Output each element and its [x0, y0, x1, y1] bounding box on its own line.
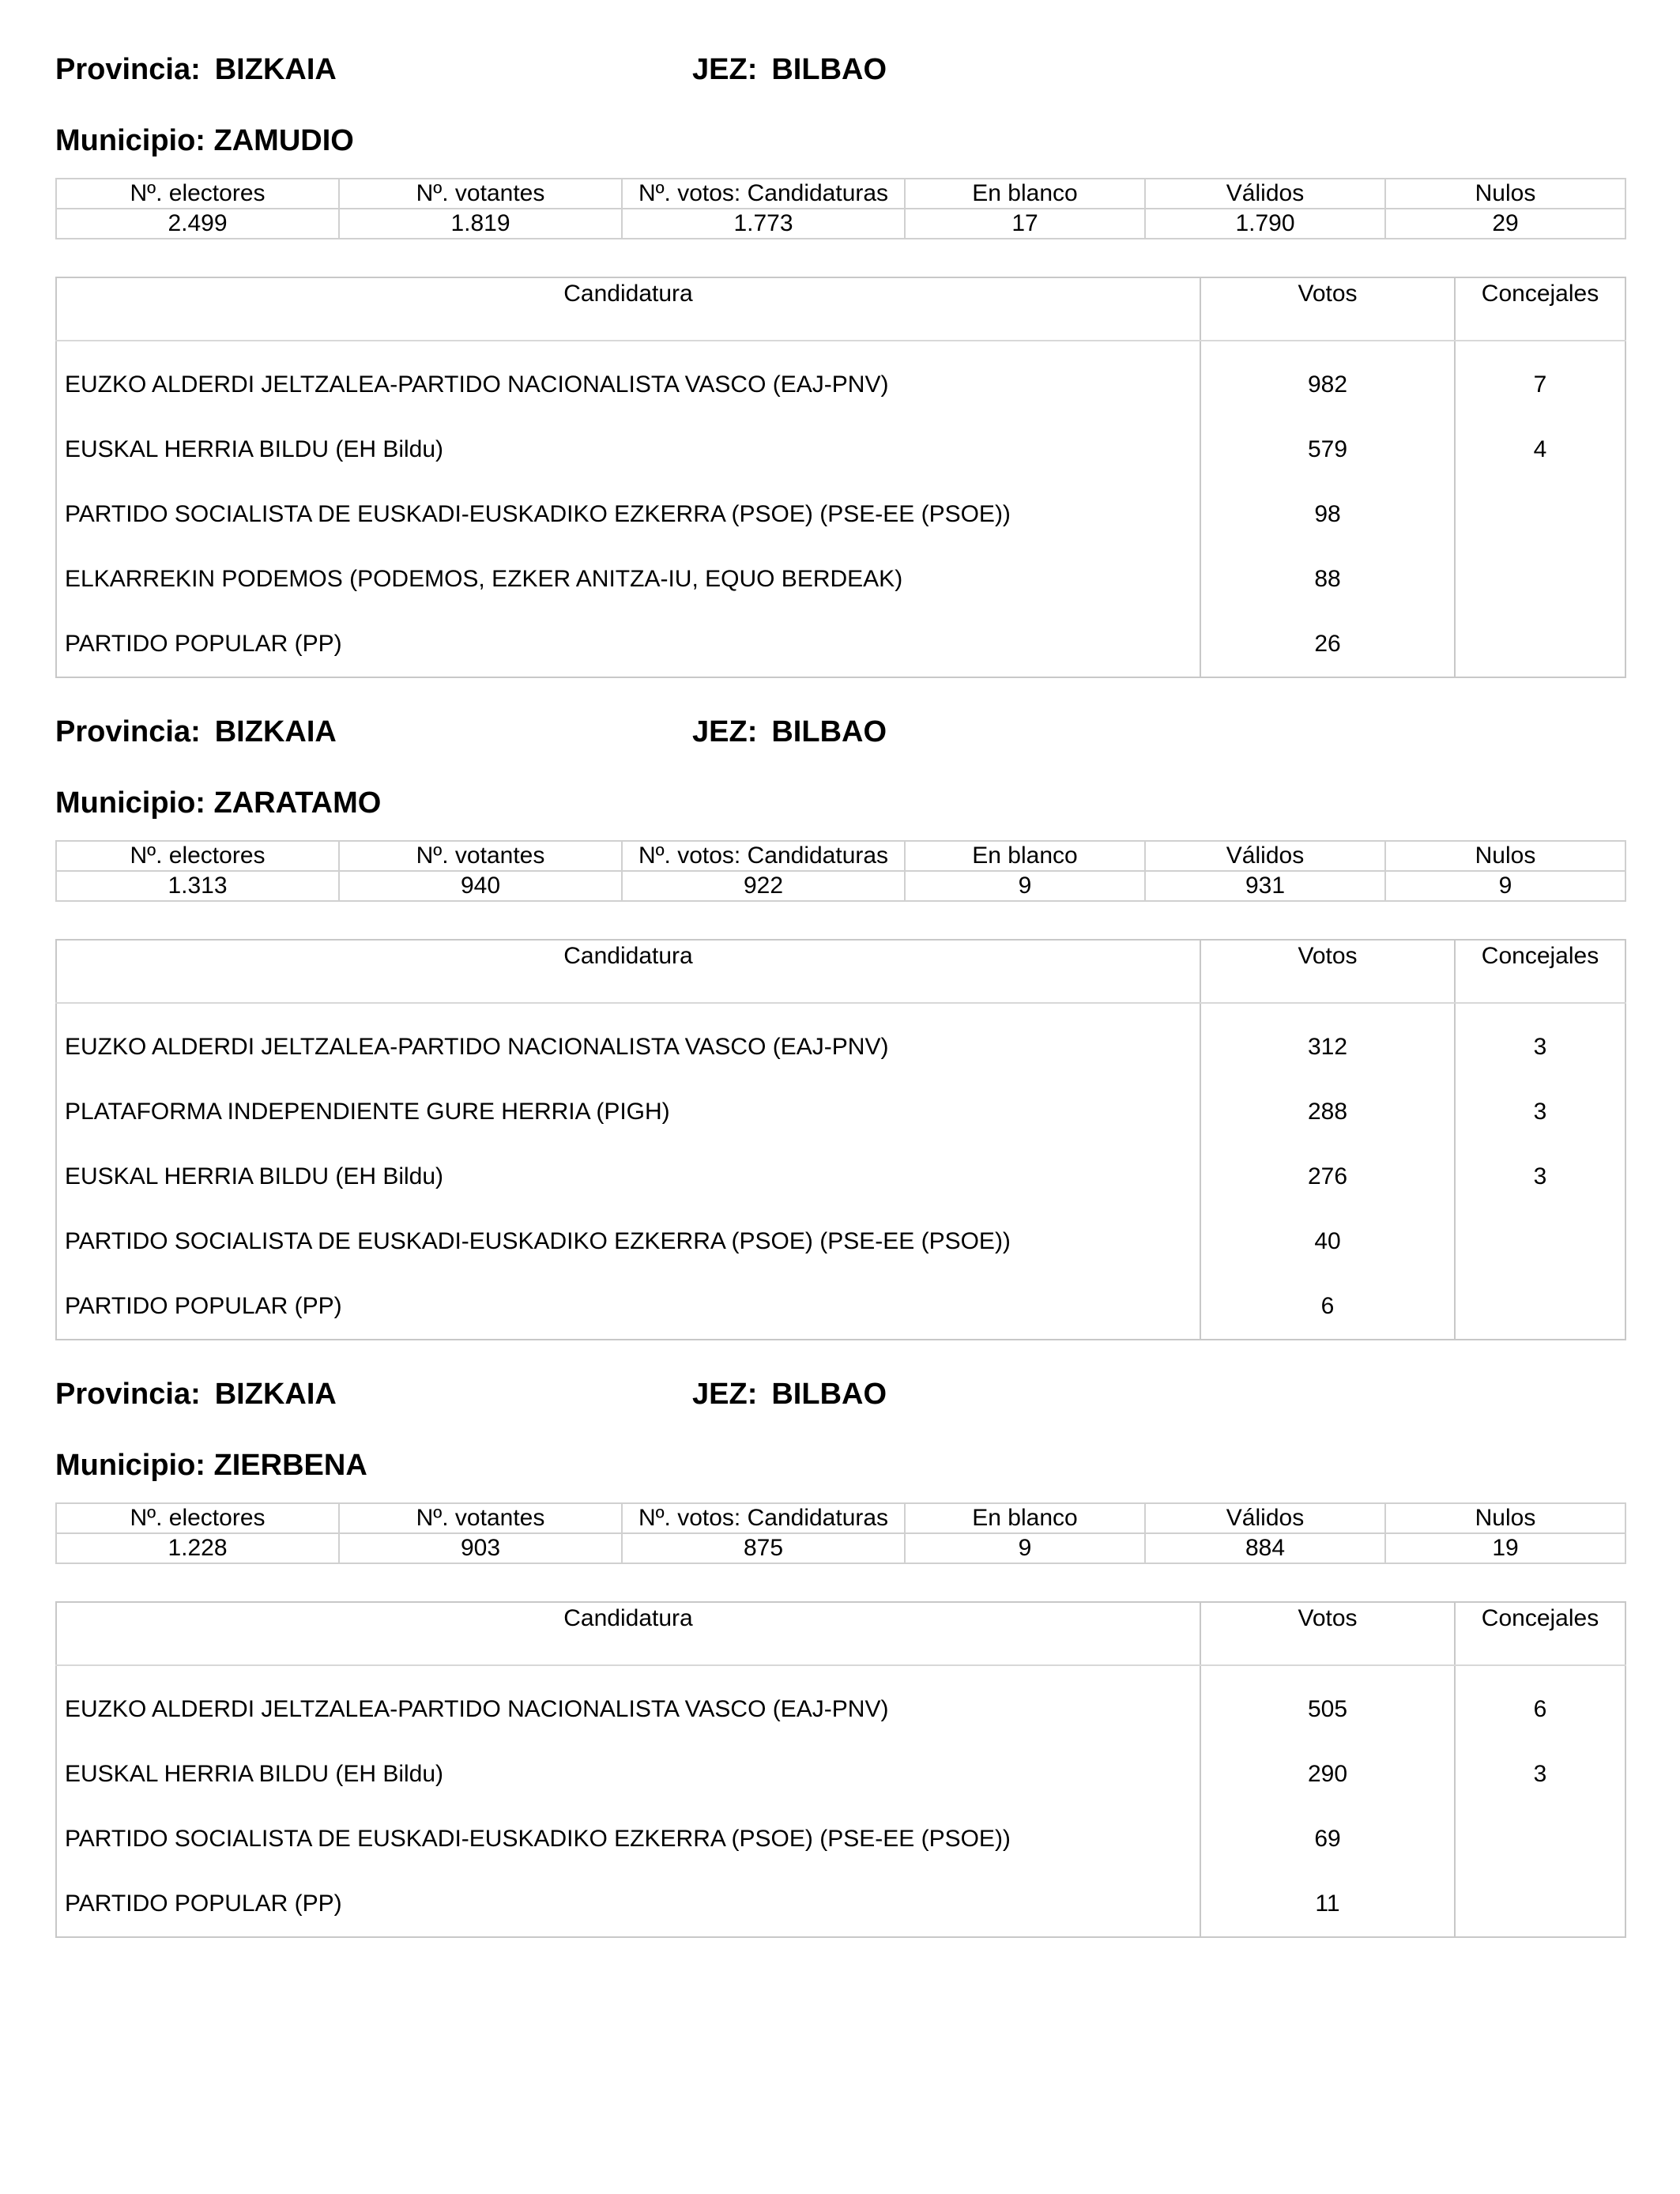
summary-value-cell: 17: [905, 209, 1145, 239]
summary-header-cell: En blanco: [905, 179, 1145, 209]
candidate-seats: [1455, 482, 1625, 547]
municipio-heading: [55, 1443, 367, 1487]
municipio-label: Municipio:: [55, 1449, 205, 1482]
table-row: [56, 1080, 1625, 1144]
summary-header-cell: En blanco: [905, 841, 1145, 871]
provincia-label: Provincia:: [55, 53, 201, 86]
votos-header: Votos: [1200, 940, 1455, 1003]
summary-header-cell: En blanco: [905, 1503, 1145, 1533]
summary-header-cell: Nº. votantes: [339, 1503, 622, 1533]
summary-header-cell: Nº. votos: Candidaturas: [622, 841, 905, 871]
summary-value-cell: 922: [622, 871, 905, 901]
summary-value-cell: 1.819: [339, 209, 622, 239]
table-row: [56, 547, 1625, 612]
candidate-name: EUSKAL HERRIA BILDU (EH Bildu): [56, 1742, 1200, 1807]
jez-value: BILBAO: [771, 715, 887, 748]
table-row: [56, 1274, 1625, 1340]
candidate-seats: [1455, 1807, 1625, 1872]
candidate-votes: 11: [1200, 1872, 1455, 1937]
summary-header-cell: Nº. electores: [56, 1503, 339, 1533]
summary-value-cell: 29: [1385, 209, 1625, 239]
summary-value-cell: 903: [339, 1533, 622, 1563]
municipio-value: ZIERBENA: [213, 1449, 367, 1482]
table-row: [56, 1677, 1625, 1742]
candidate-seats: 3: [1455, 1080, 1625, 1144]
candidate-votes: 579: [1200, 417, 1455, 482]
provincia-label: Provincia:: [55, 1378, 201, 1411]
jez-label: JEZ:: [692, 1378, 758, 1411]
candidates-table: [55, 1601, 1626, 1938]
table-row: [56, 1144, 1625, 1209]
candidate-name: PARTIDO SOCIALISTA DE EUSKADI-EUSKADIKO EZKERRA (PSOE) (PSE-EE (PSOE)): [56, 1807, 1200, 1872]
table-row: [56, 417, 1625, 482]
summary-value-cell: 9: [905, 1533, 1145, 1563]
votos-header: Votos: [1200, 1602, 1455, 1665]
summary-header-cell: Nº. votantes: [339, 841, 622, 871]
summary-table: [55, 1502, 1626, 1564]
summary-table: [55, 840, 1626, 902]
concejales-header: Concejales: [1455, 940, 1625, 1003]
candidate-votes: 505: [1200, 1677, 1455, 1742]
summary-header-cell: Nulos: [1385, 1503, 1625, 1533]
candidate-name: PARTIDO POPULAR (PP): [56, 1872, 1200, 1937]
summary-value-cell: 9: [905, 871, 1145, 901]
table-row: [56, 482, 1625, 547]
candidate-name: PARTIDO POPULAR (PP): [56, 612, 1200, 677]
candidate-votes: 98: [1200, 482, 1455, 547]
candidate-seats: 4: [1455, 417, 1625, 482]
candidate-name: EUZKO ALDERDI JELTZALEA-PARTIDO NACIONALISTA VASCO (EAJ-PNV): [56, 1015, 1200, 1080]
provincia-heading: [55, 47, 337, 92]
summary-header-row: [56, 1503, 1625, 1533]
candidates-header-row: [56, 940, 1625, 1003]
candidate-votes: 290: [1200, 1742, 1455, 1807]
summary-value-row: [56, 209, 1625, 239]
summary-value-cell: 940: [339, 871, 622, 901]
candidate-votes: 69: [1200, 1807, 1455, 1872]
candidatura-header: Candidatura: [56, 1602, 1200, 1665]
jez-label: JEZ:: [692, 715, 758, 748]
candidate-seats: 6: [1455, 1677, 1625, 1742]
section-header: [55, 710, 1625, 754]
candidate-name: PARTIDO SOCIALISTA DE EUSKADI-EUSKADIKO EZKERRA (PSOE) (PSE-EE (PSOE)): [56, 1209, 1200, 1274]
candidates-table: [55, 939, 1626, 1340]
summary-value-cell: 931: [1145, 871, 1385, 901]
provincia-label: Provincia:: [55, 715, 201, 748]
candidate-name: EUSKAL HERRIA BILDU (EH Bildu): [56, 1144, 1200, 1209]
summary-header-cell: Nº. votos: Candidaturas: [622, 179, 905, 209]
candidate-name: PLATAFORMA INDEPENDIENTE GURE HERRIA (PIGH): [56, 1080, 1200, 1144]
table-spacer: [56, 1003, 1625, 1015]
candidate-name: PARTIDO POPULAR (PP): [56, 1274, 1200, 1340]
candidate-votes: 88: [1200, 547, 1455, 612]
table-spacer: [56, 341, 1625, 352]
summary-header-cell: Nº. votos: Candidaturas: [622, 1503, 905, 1533]
candidate-seats: [1455, 1209, 1625, 1274]
summary-value-cell: 884: [1145, 1533, 1385, 1563]
summary-value-cell: 875: [622, 1533, 905, 1563]
candidate-votes: 982: [1200, 352, 1455, 417]
summary-header-cell: Nulos: [1385, 841, 1625, 871]
summary-header-cell: Nº. electores: [56, 179, 339, 209]
candidate-name: EUSKAL HERRIA BILDU (EH Bildu): [56, 417, 1200, 482]
concejales-header: Concejales: [1455, 277, 1625, 341]
summary-value-cell: 1.228: [56, 1533, 339, 1563]
table-row: [56, 1209, 1625, 1274]
municipio-label: Municipio:: [55, 124, 205, 157]
summary-header-cell: Válidos: [1145, 841, 1385, 871]
provincia-value: BIZKAIA: [214, 1378, 337, 1411]
provincia-heading: [55, 710, 337, 754]
table-spacer: [56, 1665, 1625, 1677]
table-row: [56, 1872, 1625, 1937]
candidates-header-row: [56, 277, 1625, 341]
summary-value-cell: 1.313: [56, 871, 339, 901]
candidate-seats: [1455, 547, 1625, 612]
candidate-seats: 3: [1455, 1144, 1625, 1209]
summary-value-cell: 9: [1385, 871, 1625, 901]
jez-value: BILBAO: [771, 53, 887, 86]
candidate-votes: 288: [1200, 1080, 1455, 1144]
candidate-votes: 312: [1200, 1015, 1455, 1080]
summary-header-cell: Nº. electores: [56, 841, 339, 871]
jez-heading: [692, 1372, 887, 1416]
provincia-value: BIZKAIA: [214, 715, 337, 748]
candidatura-header: Candidatura: [56, 940, 1200, 1003]
summary-value-row: [56, 871, 1625, 901]
candidate-seats: [1455, 1274, 1625, 1340]
summary-value-cell: 1.773: [622, 209, 905, 239]
table-row: [56, 1742, 1625, 1807]
summary-header-cell: Válidos: [1145, 179, 1385, 209]
jez-heading: [692, 47, 887, 92]
summary-header-row: [56, 841, 1625, 871]
summary-value-cell: 2.499: [56, 209, 339, 239]
section-header: [55, 1372, 1625, 1416]
candidate-votes: 276: [1200, 1144, 1455, 1209]
candidate-name: PARTIDO SOCIALISTA DE EUSKADI-EUSKADIKO EZKERRA (PSOE) (PSE-EE (PSOE)): [56, 482, 1200, 547]
jez-label: JEZ:: [692, 53, 758, 86]
candidate-name: EUZKO ALDERDI JELTZALEA-PARTIDO NACIONALISTA VASCO (EAJ-PNV): [56, 1677, 1200, 1742]
candidates-header-row: [56, 1602, 1625, 1665]
table-row: [56, 1807, 1625, 1872]
summary-value-cell: 19: [1385, 1533, 1625, 1563]
municipio-heading: [55, 119, 354, 163]
candidate-seats: 3: [1455, 1015, 1625, 1080]
summary-header-cell: Válidos: [1145, 1503, 1385, 1533]
table-row: [56, 352, 1625, 417]
municipio-label: Municipio:: [55, 786, 205, 820]
candidate-seats: 7: [1455, 352, 1625, 417]
municipio-value: ZARATAMO: [213, 786, 382, 820]
candidate-seats: [1455, 1872, 1625, 1937]
jez-value: BILBAO: [771, 1378, 887, 1411]
table-row: [56, 1015, 1625, 1080]
table-row: [56, 612, 1625, 677]
provincia-value: BIZKAIA: [214, 53, 337, 86]
candidates-table: [55, 277, 1626, 678]
candidate-name: ELKARREKIN PODEMOS (PODEMOS, EZKER ANITZA-IU, EQUO BERDEAK): [56, 547, 1200, 612]
summary-value-row: [56, 1533, 1625, 1563]
candidatura-header: Candidatura: [56, 277, 1200, 341]
summary-header-cell: Nulos: [1385, 179, 1625, 209]
candidate-votes: 26: [1200, 612, 1455, 677]
votos-header: Votos: [1200, 277, 1455, 341]
candidate-name: EUZKO ALDERDI JELTZALEA-PARTIDO NACIONALISTA VASCO (EAJ-PNV): [56, 352, 1200, 417]
municipio-heading: [55, 781, 381, 825]
summary-header-cell: Nº. votantes: [339, 179, 622, 209]
concejales-header: Concejales: [1455, 1602, 1625, 1665]
municipio-value: ZAMUDIO: [213, 124, 354, 157]
candidate-votes: 40: [1200, 1209, 1455, 1274]
candidate-seats: [1455, 612, 1625, 677]
candidate-seats: 3: [1455, 1742, 1625, 1807]
summary-table: [55, 178, 1626, 239]
summary-value-cell: 1.790: [1145, 209, 1385, 239]
section-header: [55, 47, 1625, 92]
jez-heading: [692, 710, 887, 754]
summary-header-row: [56, 179, 1625, 209]
candidate-votes: 6: [1200, 1274, 1455, 1340]
provincia-heading: [55, 1372, 337, 1416]
